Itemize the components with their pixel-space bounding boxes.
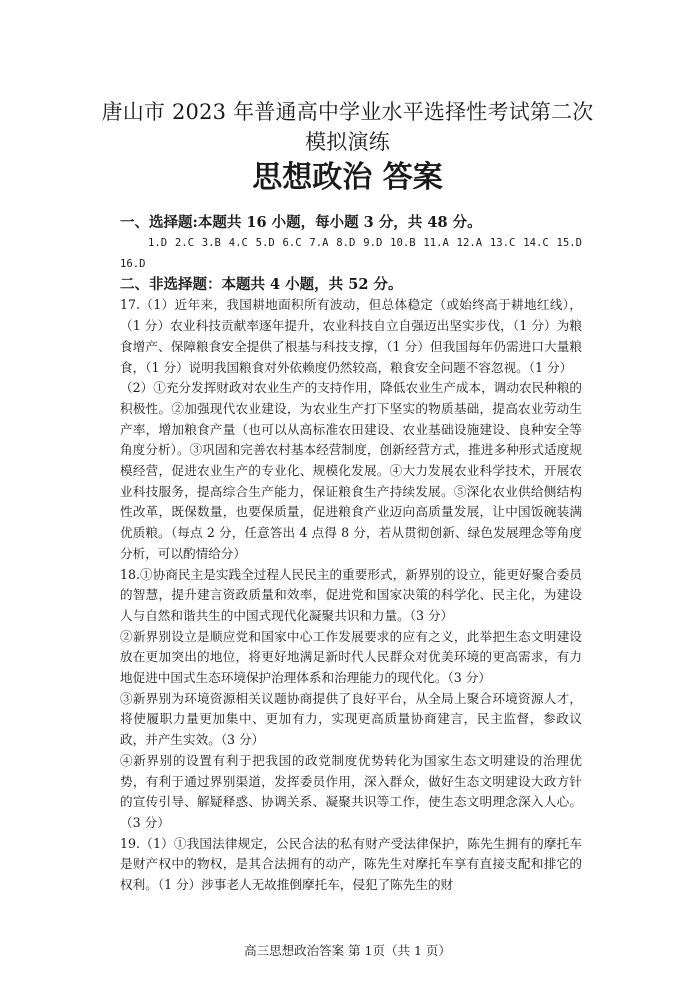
question-18-point-2: ②新界别设立是顺应党和国家中心工作发展要求的应有之义，此举把生态文明建设放在更加突出的地位，将更好地满足新时代人民群众对优美环境的更高需求，有力地促进中国式生态环境保护治理体系和治理能力的现代化。（3 分） xyxy=(120,628,582,686)
question-18-point-3: ③新界别为环境资源相关议题协商提供了良好平台，从全局上聚合环境资源人才，将使履职力量更加集中、更加有力，实现更高质量协商建言，民主监督，参政议政，并产生实效。（3 分） xyxy=(120,690,582,748)
title-line-1: 唐山市 2023 年普通高中学业水平选择性考试第二次 xyxy=(101,100,594,124)
question-18-point-4: ④新界别的设置有利于把我国的政党制度优势转化为国家生态文明建设的治理优势，有利于通过界别渠道，发挥委员作用，深入群众，做好生态文明建设大政方针的宣传引导、解疑释惑、协调关系、凝聚共识等工作，使生态文明理念深入人心。（3 分） xyxy=(120,752,582,830)
document-title xyxy=(70,97,625,157)
subject-heading: 思想政治 答案 xyxy=(252,160,443,195)
section-1-heading: 一、选择题:本题共 16 小题，每小题 3 分，共 48 分。 xyxy=(120,214,482,231)
question-17-part-2: （2）①充分发挥财政对农业生产的支持作用，降低农业生产成本，调动农民种粮的积极性。②加强现代农业建设，为农业生产打下坚实的物质基础，提高农业劳动生产率，增加粮食产量（也可以从高标准农田建设、农业基础设施建设、良种安全等角度分析）。③巩固和完善农村基本经营制度，创新经营方式，推进多种形式适度规模经营，促进农业生产的专业化、规模化发展。④大力发展农业科学技术，开展农业科技服务，提高综合生产能力，保证粮食生产持续发展。⑤深化农业供给侧结构性改革，既保数量，也要保质量，促进粮食产业迈向高质量发展，让中国饭碗装满优质粮。（每点 2 分，任意答出 4 点得 8 分，若从贯彻创新、绿色发展理念等角度分析，可以酌情给分） xyxy=(120,380,582,561)
multiple-choice-answers: 1.D 2.C 3.B 4.C 5.D 6.C 7.A 8.D 9.D 10.B 11.A 12.A 13.C 14.C 15.D 16.D xyxy=(120,237,582,270)
section-2-heading: 二、非选择题：本题共 4 小题，共 52 分。 xyxy=(120,276,403,294)
answer-body xyxy=(120,212,582,896)
question-18-point-1: 18.①协商民主是实践全过程人民民主的重要形式，新界别的设立，能更好聚合委员的智慧，提升建言资政质量和效率，促进党和国家决策的科学化、民主化，为建设人与自然和谐共生的中国式现代化凝聚共识和力量。（3 分） xyxy=(120,566,582,623)
question-19-part-1: 19.（1）①我国法律规定，公民合法的私有财产受法律保护，陈先生拥有的摩托车是财产权中的物权，是其合法拥有的动产，陈先生对摩托车享有直接支配和排它的权利。（1 分）涉事老人无故推倒摩托车，侵犯了陈先生的财 xyxy=(120,835,582,893)
question-17-part-1: 17.（1）近年来，我国耕地面积所有波动，但总体稳定（或始终高于耕地红线），（1 分）农业科技贡献率逐年提升，农业科技自立自强迈出坚实步伐，（1 分）为粮食增产、保障粮食安全提供了根基与科技支撑，（1 分）但我国每年仍需进口大量粮食，（1 分）说明我国粮食对外依赖度仍然较高，粮食安全问题不容忽视。（1 分） xyxy=(120,297,582,375)
page-footer: 高三思想政治答案 第 1页（共 1 页） xyxy=(244,943,451,958)
title-line-2: 模拟演练 xyxy=(305,130,390,154)
